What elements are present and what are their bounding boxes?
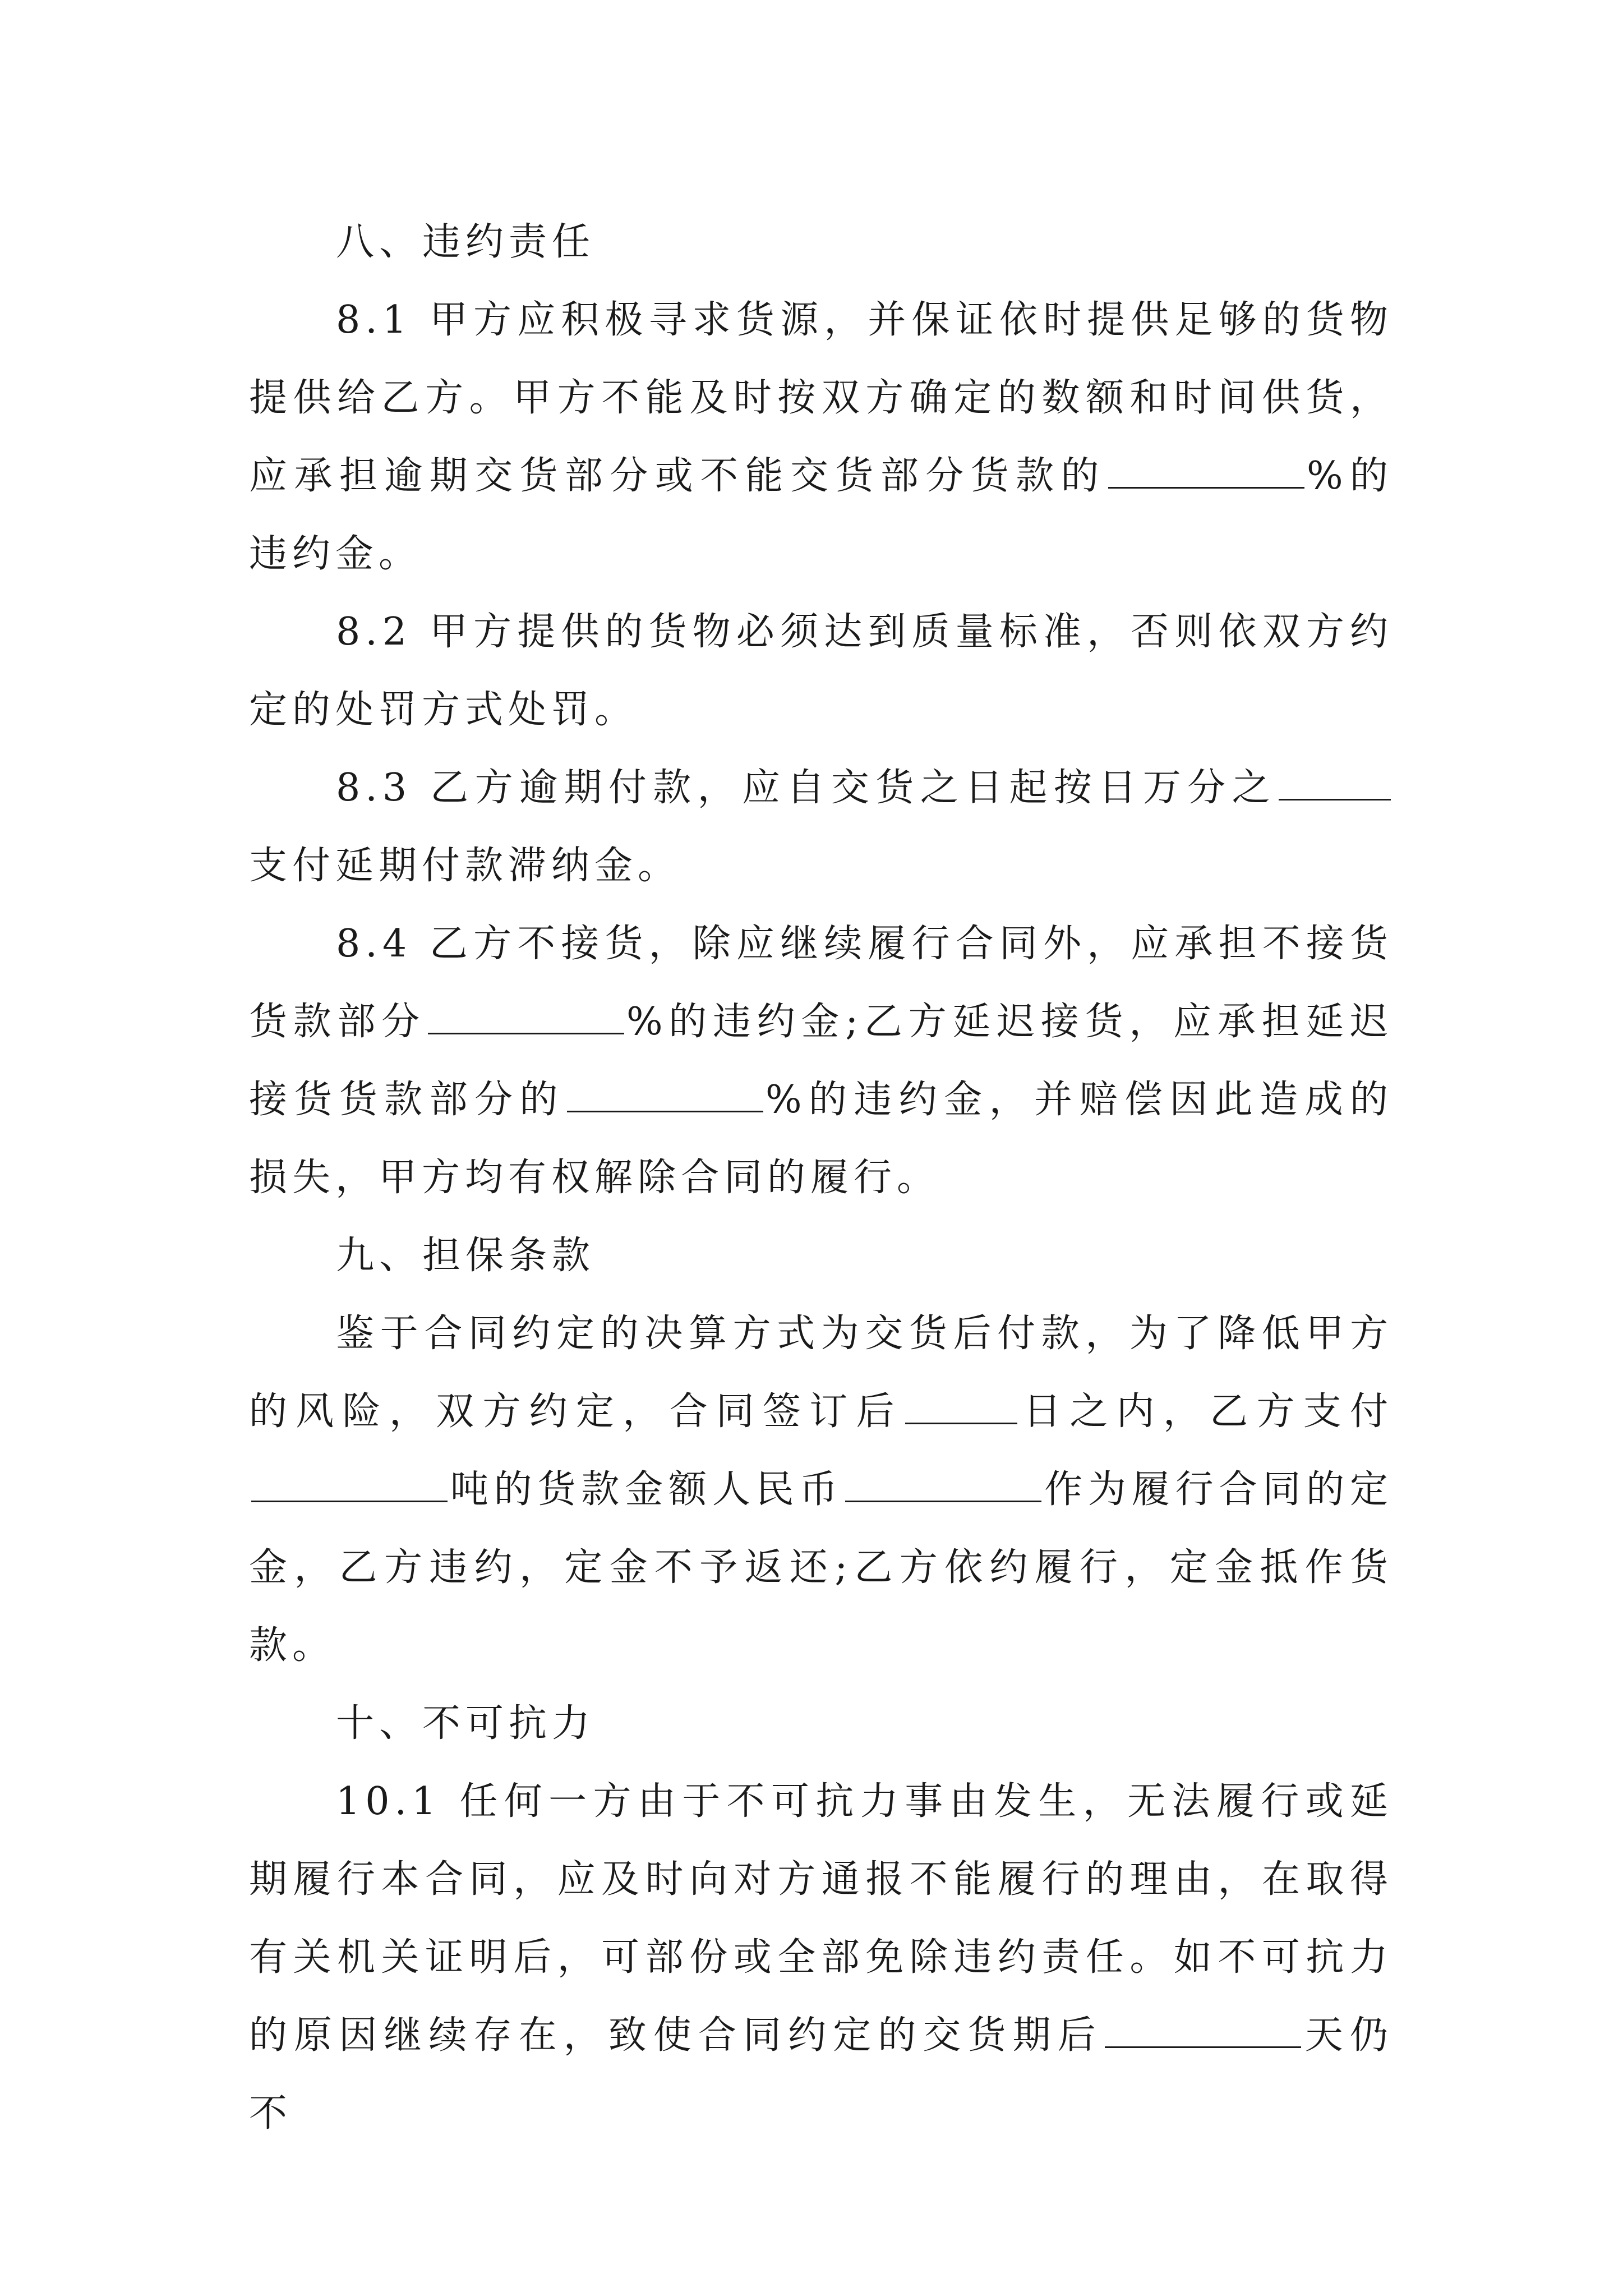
blank-field xyxy=(905,1389,1017,1424)
clause-8-4-text-c: %的违约金，并赔偿因此造成的损失，甲方均有权解除合同的履行。 xyxy=(249,1078,1393,1200)
clause-8-4-text-b: %的违约金;乙方延迟接货，应承担延迟接货货款部分的 xyxy=(249,1000,1393,1122)
document-body xyxy=(249,203,1393,2152)
clause-9-text-c: 吨的货款金额人民币 xyxy=(450,1467,843,1512)
blank-field xyxy=(1279,765,1391,800)
clause-9-text-b: 日之内，乙方支付 xyxy=(1019,1389,1393,1434)
clause-8-4-text-a: 8.4 乙方不接货，除应继续履行合同外，应承担不接货货款部分 xyxy=(249,922,1393,1044)
clause-8-3-text-a: 8.3 乙方逾期付款，应自交货之日起按日万分之 xyxy=(336,766,1276,810)
blank-field xyxy=(1105,2013,1301,2048)
blank-field xyxy=(251,1467,448,1502)
blank-field xyxy=(428,999,624,1034)
clause-10-1-text-b: 天仍不 xyxy=(249,2013,1393,2136)
section-10-heading: 十、不可抗力 xyxy=(336,1701,596,1746)
clause-8-3-text-b: 支付延期付款滞纳金。 xyxy=(249,844,681,888)
clause-8-1-text-a: 8.1 甲方应积极寻求货源，并保证依时提供足够的货物提供给乙方。甲方不能及时按双方确定的数额和时间供货，应承担逾期交货部分或不能交货部分货款的 xyxy=(249,298,1393,498)
clause-9-text-d: 作为履行合同的定金，乙方违约，定金不予返还;乙方依约履行，定金抵作货款。 xyxy=(249,1467,1393,1668)
clause-8-1 xyxy=(249,281,1393,593)
clause-8-3 xyxy=(249,749,1393,905)
blank-field xyxy=(1108,453,1304,489)
blank-field xyxy=(567,1077,763,1112)
clause-9 xyxy=(249,1295,1393,1685)
section-9-heading: 九、担保条款 xyxy=(336,1234,596,1278)
clause-8-4 xyxy=(249,905,1393,1217)
clause-8-2: 8.2 甲方提供的货物必须达到质量标准，否则依双方约定的处罚方式处罚。 xyxy=(249,610,1393,732)
clause-8-1-text-b: %的违约金。 xyxy=(249,454,1393,576)
clause-10-1-text-a: 10.1 任何一方由于不可抗力事由发生，无法履行或延期履行本合同，应及时向对方通报不能履行的理由，在取得有关机关证明后，可部份或全部免除违约责任。如不可抗力的原因继续存在，致使合同约定的交货期后 xyxy=(249,1779,1393,2058)
clause-9-text-a: 鉴于合同约定的决算方式为交货后付款，为了降低甲方的风险，双方约定，合同签订后 xyxy=(249,1312,1393,1434)
section-8-heading: 八、违约责任 xyxy=(336,220,596,264)
clause-10-1 xyxy=(249,1763,1393,2152)
blank-field xyxy=(845,1467,1041,1502)
